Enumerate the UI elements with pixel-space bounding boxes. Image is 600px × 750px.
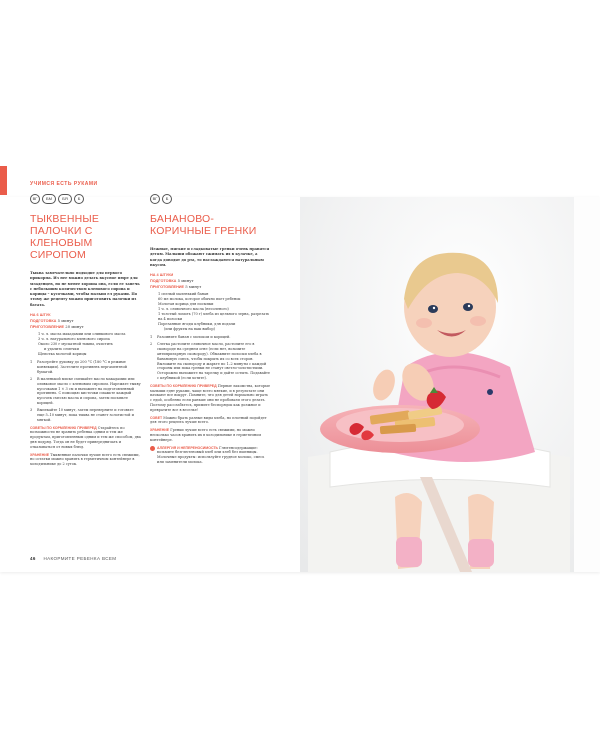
diet-badge: ВГ [30, 194, 40, 204]
yield-label: НА 4 ШТУКИ [150, 273, 174, 278]
allergy-block [150, 446, 270, 465]
ingredient-item: 3 ч. л. натурального кленового сиропа [38, 337, 110, 342]
allergy-text: Глютенсодержащие: возьмите безглютеновый хлеб или хлеб без пшеницы. Молочные продукты: используйте грудное молоко, смесь или заменители молока. [157, 445, 265, 465]
storage-label: ХРАНЕНИЕ [30, 452, 50, 457]
left-page [0, 181, 300, 572]
tip-block [150, 384, 270, 413]
ingredient-item: 1 ч. л. масла макадамии или оливкового масла [38, 332, 126, 337]
diet-badges [30, 194, 84, 204]
diet-badge: Б [74, 194, 84, 204]
book-title: НАКОРМИТЕ РЕБЕНКА ВСЕМ [43, 556, 117, 561]
chapter-tab [0, 166, 7, 195]
cook-time: 20 минут [65, 324, 84, 330]
ingredient-item: 1 спелый маленький банан [158, 292, 209, 297]
tip-label: СОВЕТЫ ПО КОРМЛЕНИЮ ПРИВЕРЕД [30, 425, 97, 430]
recipe-pumpkin [30, 197, 142, 467]
cook-label: ПРИГОТОВЛЕНИЕ [30, 325, 65, 330]
recipe-meta [150, 272, 270, 290]
tip-block [30, 426, 142, 450]
recipe-intro: Тыква замечательно подходит для первого прикорма. Из нее можно делать вкусное пюре для младенцев, но не менее хороша она, если ее запечь с небольшим количеством кленового сиропа и корицы – кусочками, чтобы малыш ел руками. По этому же рецепту можно приготовить палочки из батата. [30, 271, 140, 307]
prep-time: 5 минут [177, 278, 194, 284]
baby-photo [300, 197, 574, 572]
recipe-title: ТЫКВЕННЫЕ ПАЛОЧКИ С КЛЕНОВЫМ СИРОПОМ [30, 213, 100, 261]
ingredient-item: и удалить семечки [44, 347, 79, 352]
tip-text: Первые лакомства, которые малыши едят руками, чаще всего мягкие, и в результате они пачкают все вокруг. Помните, что для детей нормально играть с едой, особенно если раньше они не пробовали этого делать. Поэтому расслабьтесь, примите беспорядок как должное и превратите все в веселье! [150, 383, 271, 412]
storage-text: Гренки лучше всего есть свежими, но можно несколько часов хранить их в холодильнике в герметичном контейнере. [150, 428, 262, 442]
recipe-title: БАНАНОВО-КОРИЧНЫЕ ГРЕНКИ [150, 213, 257, 237]
ingredients-list [150, 292, 270, 332]
tip-text: Старайтесь по возможности не хранить ребенка одним и тем же продуктам, приготовленным одним и тем же способом, два дня подряд. Тогда он не будет привередничать и отказываться от новых блюд. [30, 425, 141, 449]
recipe-meta [30, 312, 142, 330]
ingredient-item: Около 230 г мускатной тыквы, очистить [38, 342, 113, 347]
ingredient-item: Щепотка молотой корицы [38, 352, 87, 357]
diet-badges [150, 194, 172, 204]
prep-label: ПОДГОТОВКА [30, 319, 57, 324]
storage-text: Тыквенные палочки лучше всего есть свежими, но остатки можно хранить в герметичном контейнере в холодильнике до 2 суток. [30, 452, 140, 467]
steps-list [150, 335, 270, 381]
yield-label: НА 6 ШТУК [30, 313, 51, 318]
ingredient-item: (или фрукты на ваш выбор) [164, 327, 215, 332]
baby-eating-toast-illustration [300, 197, 574, 572]
diet-badge: БМ [42, 194, 56, 204]
storage-block [30, 453, 142, 467]
allergy-label: АЛЛЕРГИЯ И НЕПЕРЕНОСИМОСТЬ [157, 445, 219, 450]
step-item: 3 Выпекайте 10 минут, затем переверните и готовьте еще 5–10 минут, пока тыква не станет золотистой и мягкой. [30, 408, 134, 422]
cook-label: ПРИГОТОВЛЕНИЕ [150, 285, 185, 290]
advice-block [150, 416, 270, 426]
diet-badge: БЯ [58, 194, 72, 204]
section-kicker: УЧИМСЯ ЕСТЬ РУКАМИ [30, 181, 98, 187]
book-spread [0, 181, 600, 572]
tip-label: СОВЕТЫ ПО КОРМЛЕНИЮ ПРИВЕРЕД [150, 383, 217, 388]
step-item: 2 Слегка растопите сливочное масло, растопите его в сковороде на среднем огне (если нет, возьмите антипригарную сковороду). Обмакните полоски хлеба в банановую смесь, чтобы покрыть их со всех сторон. Выложите на сковороду и жарьте по 1–2 минуты с каждой стороны или пока гренки не станут светло-золотистыми. Осторожно выложите на тарелку и дайте остыть. Подавайте с клубникой (если хотите). [150, 342, 270, 381]
advice-label: СОВЕТ [150, 415, 163, 420]
step-item: 1 Разомните банан с молоком и корицей. [150, 335, 231, 340]
ingredients-list [30, 332, 142, 357]
diet-badge: ВГ [150, 194, 160, 204]
advice-text: Можно брать разные виды хлеба, но плотный подойдет для этого рецепта лучше всего. [150, 415, 267, 425]
ingredient-item: 60 мл молока, которое обычно пьет ребенок [158, 297, 241, 302]
diet-badge: Б [162, 194, 172, 204]
storage-block [150, 428, 270, 442]
ingredient-item: Молотая корица для посыпки [158, 302, 214, 307]
storage-label: ХРАНЕНИЕ [150, 428, 170, 433]
steps-list [30, 360, 142, 423]
cook-time: 5 минут [185, 284, 202, 290]
ingredient-item: 1 ч. л. сливочного масла (несоленого) [158, 307, 229, 312]
ingredient-item: Порезанные ягоды клубники, для подачи [158, 322, 236, 327]
prep-time: 5 минут [57, 318, 74, 324]
step-item: 1 Разогрейте духовку до 200 °С (180 °С в режиме конвекции). Застелите противень пергаментной бумагой. [30, 360, 128, 374]
step-item: 2 В маленькой миске смешайте масло макадамии или оливковое масло с кленовым сиропом. Нарежьте тыкву кусочками 1 × 3 см и выложите на подготовленный противень. С помощью кисточки смажьте каждый кусочек смесью масла и сиропа, затем посыпьте корицей. [30, 376, 141, 405]
recipe-intro: Нежные, мягкие и сладковатые гренки очень нравятся детям. Малыши обожают сжимать их в кулачке, а когда доводят до рта, то наслаждаются натуральным вкусом. [150, 247, 270, 267]
ingredient-item: 1 толстый ломоть (70 г) хлеба из цельного зерна, разрезать на 4 полоски [158, 312, 270, 322]
allergy-icon [150, 446, 155, 451]
prep-label: ПОДГОТОВКА [150, 279, 177, 284]
page-number: 46 [30, 556, 36, 561]
page-footer [30, 556, 116, 561]
recipe-banana-toast [150, 197, 270, 465]
